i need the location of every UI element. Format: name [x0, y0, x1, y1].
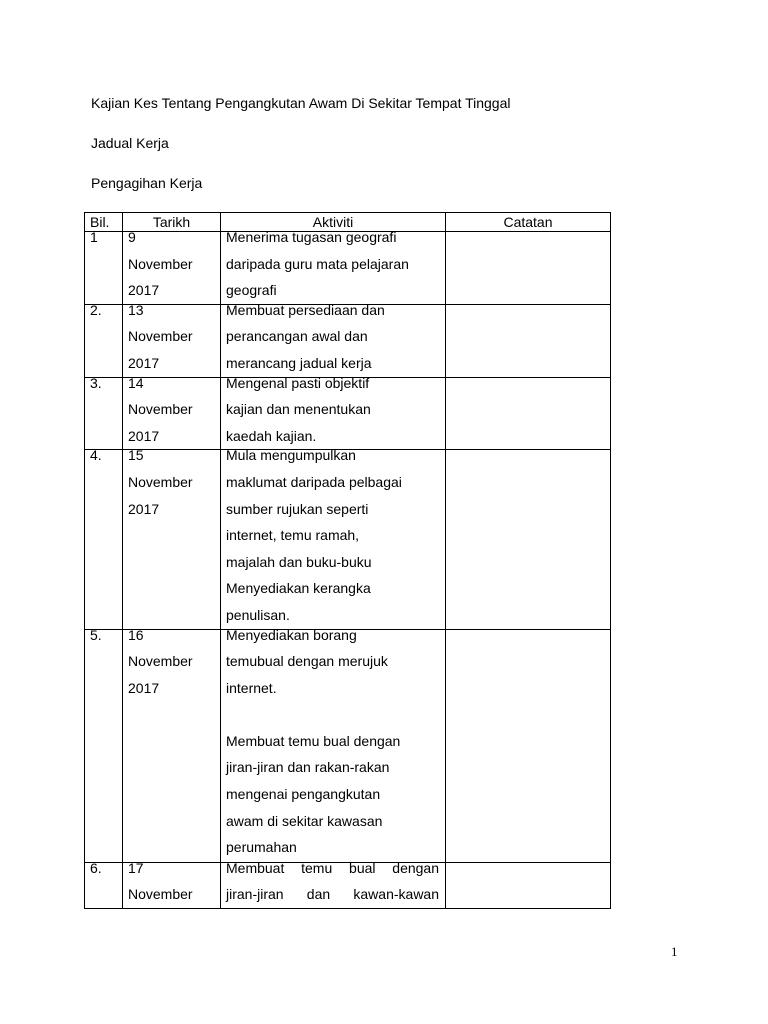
header-aktiviti: Aktiviti [221, 213, 446, 232]
cell-tarikh [123, 301, 221, 377]
cell-bil [85, 626, 123, 862]
aktiviti-line: merancang jadual kerja [226, 354, 372, 371]
tarikh-line: November [128, 328, 193, 345]
aktiviti-line: maklumat daripada pelbagai [226, 473, 402, 490]
cell-catatan [446, 304, 611, 377]
cell-tarikh [123, 626, 221, 862]
subheading-jadual-kerja: Jadual Kerja [91, 135, 169, 151]
aktiviti-line: perumahan [226, 839, 297, 856]
table-row [85, 450, 611, 629]
table-row [85, 232, 611, 305]
aktiviti-line: temubual dengan merujuk [226, 653, 388, 670]
aktiviti-line: jiran-jiran dan kawan-kawan [226, 886, 439, 903]
cell-aktiviti [221, 859, 446, 908]
aktiviti-line: geografi [226, 282, 277, 299]
tarikh-line: November [128, 886, 193, 903]
aktiviti-line: kajian dan menentukan [226, 401, 371, 418]
bil-value: 4. [90, 447, 102, 464]
tarikh-line: 2017 [128, 354, 160, 371]
aktiviti-line: Mengenal pasti objektif [226, 374, 370, 391]
cell-bil [85, 229, 123, 305]
cell-bil [85, 447, 123, 629]
aktiviti-line: Membuat temu bual dengan [226, 859, 439, 876]
table-row [85, 304, 611, 377]
aktiviti-line: awam di sekitar kawasan [226, 812, 383, 829]
aktiviti-line: internet. [226, 679, 277, 696]
tarikh-line: 2017 [128, 282, 160, 299]
cell-bil [85, 859, 123, 908]
aktiviti-line: Menyediakan kerangka [226, 580, 371, 597]
cell-aktiviti [221, 626, 446, 862]
tarikh-line: 16 [128, 626, 144, 643]
aktiviti-line: mengenai pengangkutan [226, 786, 381, 803]
cell-aktiviti [221, 229, 446, 305]
work-schedule-table [84, 212, 611, 909]
aktiviti-line: Menerima tugasan geografi [226, 229, 397, 245]
cell-catatan [446, 377, 611, 450]
aktiviti-line: majalah dan buku-buku [226, 553, 372, 570]
bil-value: 6. [90, 859, 102, 876]
bil-value: 5. [90, 626, 102, 643]
tarikh-line: 14 [128, 374, 144, 391]
tarikh-line: 2017 [128, 500, 160, 517]
bil-value: 2. [90, 301, 102, 318]
aktiviti-line: Membuat persediaan dan [226, 301, 385, 318]
tarikh-line: November [128, 653, 193, 670]
aktiviti-line: daripada guru mata pelajaran [226, 255, 409, 272]
table-row [85, 629, 611, 862]
cell-bil [85, 374, 123, 450]
table-row [85, 862, 611, 908]
bil-value: 1 [90, 229, 98, 245]
bil-value: 3. [90, 374, 102, 391]
header-catatan: Catatan [446, 213, 611, 232]
tarikh-line: 13 [128, 301, 144, 318]
tarikh-line: 15 [128, 447, 144, 464]
tarikh-line: 17 [128, 859, 144, 876]
tarikh-line: 9 [128, 229, 136, 245]
aktiviti-line: Mula mengumpulkan [226, 447, 356, 464]
cell-aktiviti [221, 374, 446, 450]
cell-tarikh [123, 447, 221, 629]
cell-catatan [446, 450, 611, 629]
cell-aktiviti [221, 301, 446, 377]
aktiviti-line: penulisan. [226, 606, 290, 623]
table-row [85, 377, 611, 450]
tarikh-line: November [128, 473, 193, 490]
aktiviti-line: internet, temu ramah, [226, 527, 360, 544]
subheading-pengagihan-kerja: Pengagihan Kerja [91, 175, 203, 191]
tarikh-line: November [128, 255, 193, 272]
tarikh-line: 2017 [128, 679, 160, 696]
aktiviti-line: perancangan awal dan [226, 328, 368, 345]
header-bil: Bil. [85, 213, 123, 232]
aktiviti-line [226, 701, 439, 728]
aktiviti-line: jiran-jiran dan rakan-rakan [226, 759, 390, 776]
page-number: 1 [671, 944, 678, 959]
cell-aktiviti [221, 447, 446, 629]
aktiviti-line: kaedah kajian. [226, 427, 317, 444]
cell-catatan [446, 232, 611, 305]
cell-catatan [446, 629, 611, 862]
cell-tarikh [123, 374, 221, 450]
document-title: Kajian Kes Tentang Pengangkutan Awam Di Sekitar Tempat Tinggal [91, 95, 511, 111]
header-tarikh: Tarikh [123, 213, 221, 232]
cell-tarikh [123, 229, 221, 305]
tarikh-line: November [128, 401, 193, 418]
aktiviti-line: sumber rujukan seperti [226, 500, 369, 517]
tarikh-line: 2017 [128, 427, 160, 444]
aktiviti-line: Menyediakan borang [226, 626, 357, 643]
cell-bil [85, 301, 123, 377]
cell-tarikh [123, 859, 221, 908]
aktiviti-line: Membuat temu bual dengan [226, 732, 401, 749]
cell-catatan [446, 862, 611, 908]
